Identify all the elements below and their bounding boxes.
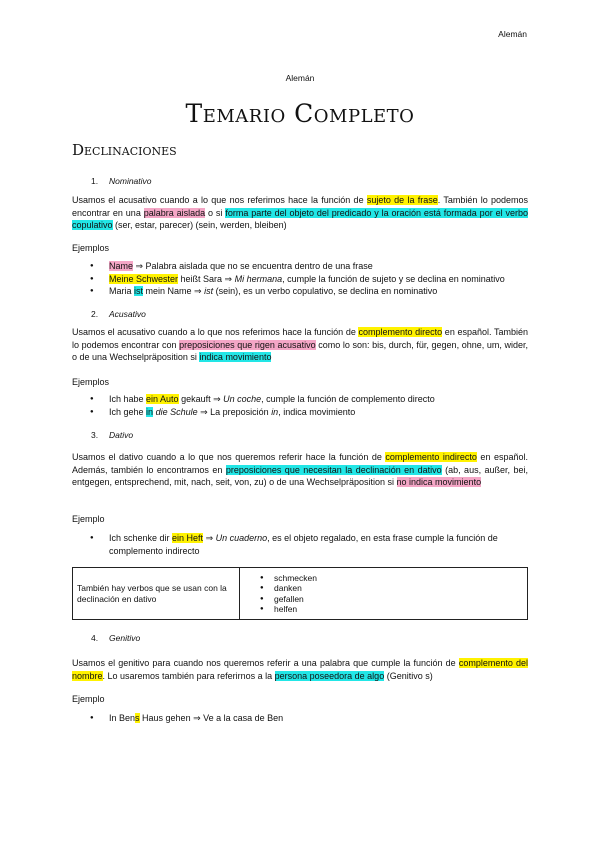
verb-item: ● gefallen (260, 594, 527, 605)
highlighted-text: complemento del nombre (72, 658, 528, 681)
text-run: , indica movimiento (278, 406, 356, 417)
italic-text: Mi hermana (234, 273, 283, 284)
highlighted-text: s (135, 713, 140, 723)
paragraph-text (72, 451, 528, 489)
examples-list (90, 393, 530, 418)
text-run: Maria (109, 286, 135, 296)
table-left-cell: También hay verbos que se usan con la declinación en dativo (73, 568, 240, 620)
example-item (90, 532, 530, 557)
dativo-paragraph (72, 451, 528, 489)
examples-label: Ejemplos (72, 243, 110, 253)
subsection-name: Acusativo (109, 309, 146, 319)
highlighted-text: forma parte del objeto del predicado y la oración está formada por el verbo copulativo (72, 207, 528, 230)
italic-text: Un coche (223, 394, 262, 404)
text-run: Usamos el dativo cuando a lo que nos queremos referir hace la función de (72, 452, 386, 462)
text-run: o si (205, 207, 226, 218)
verb-item: ● danken (260, 583, 527, 594)
highlighted-text: sujeto de la frase (366, 195, 438, 205)
text-run: In Ben (109, 713, 136, 723)
table-right-cell (240, 568, 528, 620)
example-item (90, 406, 530, 419)
example-item (90, 260, 530, 273)
example-item (90, 712, 530, 725)
highlighted-text: ein Heft (172, 533, 204, 543)
highlighted-text: Meine Schwester (109, 273, 179, 284)
subsection-nominativo-heading (91, 176, 152, 186)
text-run: Usamos el genitivo para cuando nos queremos referir a una palabra que cumple la función de (72, 658, 459, 668)
text-run: heißt Sara ⇒ (178, 273, 235, 284)
italic-text: in (271, 406, 279, 417)
examples-list (90, 260, 530, 298)
highlighted-text: persona poseedora de algo (274, 670, 385, 681)
highlighted-text: complemento directo (358, 327, 443, 337)
highlighted-text: preposiciones que necesitan la declinación en dativo (225, 464, 442, 475)
example-item (90, 393, 530, 406)
highlighted-text: indica movimiento (199, 352, 272, 362)
highlighted-text: no indica movimiento (396, 477, 482, 487)
text-run: Usamos el acusativo cuando a lo que nos referimos hace la función de (72, 327, 359, 337)
text-run: , cumple la función de complemento directo (261, 394, 435, 404)
acusativo-paragraph (72, 326, 528, 364)
dativo-verbs-list (260, 573, 527, 615)
text-run: como lo son: bis, durch, für, gegen, ohne, um, wider, o de una Wechselpräposition si (72, 339, 528, 362)
subsection-number: 1. (91, 176, 99, 186)
text-run: Usamos el acusativo cuando a lo que nos referimos hace la función de (72, 195, 367, 205)
subsection-genitivo-heading (91, 633, 140, 643)
nominativo-paragraph (72, 194, 528, 232)
text-run: Ich habe (109, 394, 147, 404)
highlighted-text: ein Auto (146, 394, 179, 404)
example-item (90, 273, 530, 286)
text-run: mein Name ⇒ (143, 286, 205, 296)
text-run: (sein), es un verbo copulativo, se declina en nominativo (213, 286, 438, 296)
document-subtitle: Alemán (285, 73, 315, 83)
italic-text: die Schule (155, 406, 198, 417)
text-run: (Genitivo s) (384, 670, 433, 681)
text-run: . Lo usaremos también para referirnos a la (102, 670, 275, 681)
paragraph-text (72, 657, 528, 682)
highlighted-text: in (146, 406, 154, 417)
subsection-dativo-heading (91, 430, 133, 440)
text-run: (ab, aus, außer, bei, entgegen, entsprechend, mit, nach, seit, von, zu) o de una Wechselpräposition si (72, 464, 528, 487)
subsection-name: Dativo (109, 430, 134, 440)
genitivo-paragraph (72, 657, 528, 682)
subsection-name: Nominativo (109, 176, 152, 186)
text-run: ⇒ (203, 533, 216, 543)
subsection-number: 4. (91, 633, 99, 643)
subsection-acusativo-heading (91, 309, 146, 319)
text-run: Ich schenke dir (109, 533, 173, 543)
text-run: en español. Además, también lo encontramos en (72, 452, 528, 475)
examples-list (90, 532, 530, 557)
examples-list (90, 712, 530, 725)
text-run: . También lo podemos encontrar en una (72, 195, 529, 218)
text-run: en español. También lo podemos encontrar con (72, 327, 528, 350)
text-run: gekauft ⇒ (178, 394, 224, 404)
subsection-name: Genitivo (109, 633, 141, 643)
text-run: ⇒ La preposición (197, 406, 272, 417)
subsection-number: 2. (91, 309, 99, 319)
section-title: Declinaciones (72, 141, 177, 159)
paragraph-text (72, 194, 528, 232)
subsection-number: 3. (91, 430, 99, 440)
highlighted-text: complemento indirecto (385, 452, 477, 462)
highlighted-text: palabra aislada (143, 207, 206, 218)
text-run: , cumple la función de sujeto y se declina en nominativo (282, 273, 505, 284)
text-run: Haus gehen ⇒ Ve a la casa de Ben (139, 713, 284, 723)
highlighted-text: ist (134, 286, 144, 296)
text-run: Ich gehe (109, 406, 147, 417)
verb-item: ● helfen (260, 604, 527, 615)
text-run: ⇒ Palabra aislada que no se encuentra dentro de una frase (133, 261, 373, 271)
example-item (90, 285, 530, 298)
italic-text: ist (204, 286, 214, 296)
document-title: Temario Completo (185, 99, 415, 128)
paragraph-text (72, 326, 528, 364)
verb-item: ● schmecken (260, 573, 527, 584)
examples-label: Ejemplo (72, 514, 105, 524)
highlighted-text: preposiciones que rigen acusativo (179, 339, 316, 350)
header-right-label: Alemán (498, 29, 527, 39)
text-run: (ser, estar, parecer) (sein, werden, bleiben) (112, 220, 287, 230)
italic-text: Un cuaderno (215, 533, 268, 543)
highlighted-text: Name (109, 261, 134, 271)
examples-label: Ejemplo (72, 694, 105, 704)
examples-label: Ejemplos (72, 377, 110, 387)
dativo-verbs-table (72, 567, 528, 620)
text-run: , es el objeto regalado, en esta frase cumple la función de complemento indirecto (109, 533, 498, 556)
